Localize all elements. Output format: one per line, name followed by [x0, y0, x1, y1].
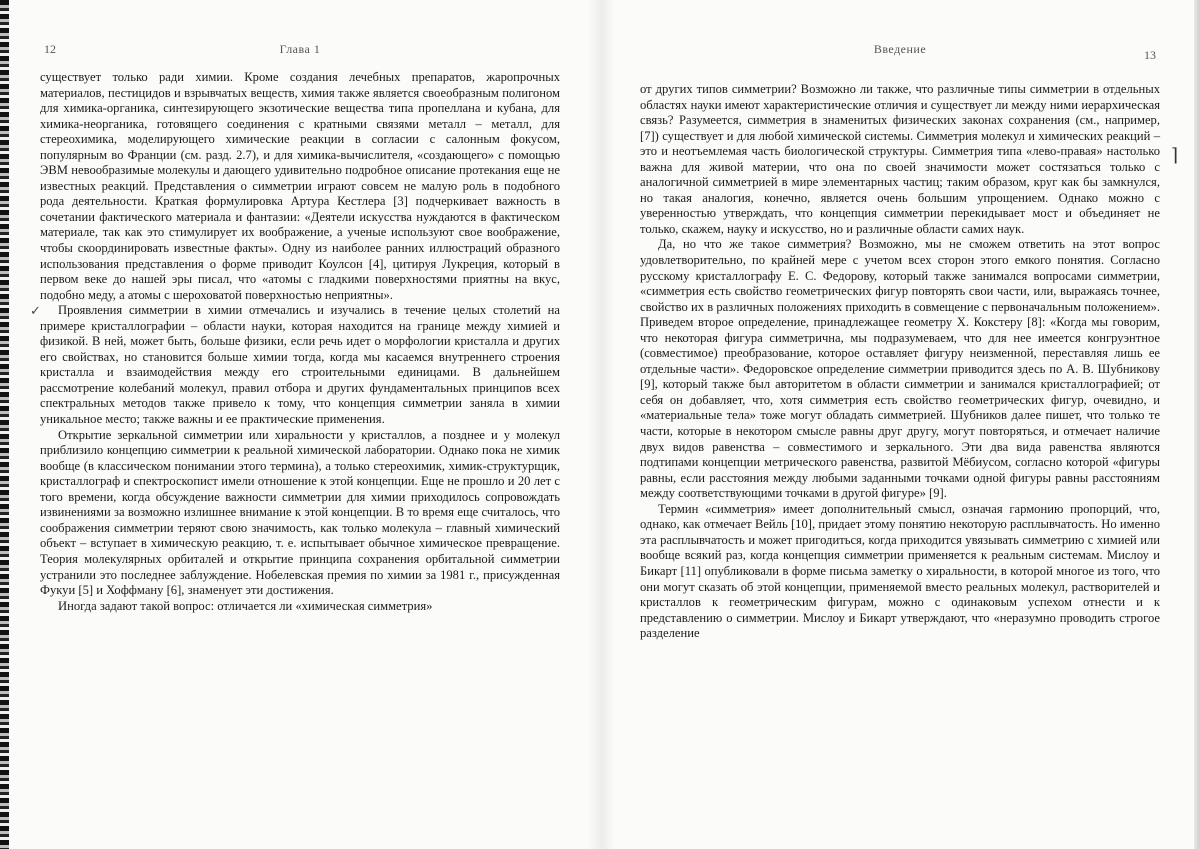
left-running-head: [40, 42, 560, 58]
right-page: [640, 0, 1178, 849]
margin-check-mark: ✓: [30, 303, 41, 319]
scan-edge-right: [1194, 0, 1200, 849]
paragraph: Иногда задают такой вопрос: отличается ли «химическая симметрия»: [58, 598, 433, 613]
paragraph: [30, 303, 560, 427]
left-chapter-title: Глава 1: [279, 42, 321, 56]
margin-bracket: ⌉: [1170, 145, 1178, 165]
left-page-number: 12: [44, 42, 56, 56]
paragraph: Да, но что же такое симметрия? Возможно, мы не сможем ответить на этот вопрос удовлетворительно, по крайней мере с учетом всех сторон этого емкого понятия. Согласно русскому кристаллографу Е. С. Федорову, который также занимался вопросами симметрии, «симметрия есть свойство геометрических фигур повторять свои части, или, выражаясь точнее, свойство их в различных положениях приходить в совмещение с первоначальным положением». Приведем второе определение, принадлежащее геометру Х. Кокстеру [8]: «Когда мы говорим, что некоторая фигура симметрична, мы подразумеваем, что для нее имеется конгруэнтное (совместимое) преобразование, которое оставляет фигуру неизменной, переставляя лишь ее отдельные части». Федоровское определение симметрии приводится здесь по А. В. Шубникову [9], который также был авторитетом в области симметрии и занимался кристаллографией; от себя он добавляет, что, хотя симметрия есть свойство геометрических фигур, очевидно, и «материальные тела» тоже могут обладать симметрией. Шубников далее пишет, что только те части, которые в некотором смысле равны друг другу, могут повторяться, и отмечает наличие двух видов равенства – совместимого и зеркального. Эти два вида равенства являются подтипами концепции метрического равенства, развитой Мёбиусом, согласно которой «фигуры равны, если расстояния между любыми заданными точками одной фигуры равны расстояниям между соответствующими точками в другой фигуре» [9].: [640, 237, 1160, 501]
book-gutter: [588, 0, 614, 849]
paragraph: Открытие зеркальной симметрии или хиральности у кристаллов, а позднее и у молекул приблизило концепцию симметрии к реальной химической лаборатории. Однако пока не химик вообще (в классическом понимании этого термина), а только стереохимик, химик-структурщик, кристаллограф и спектроскопист имели отношение к этой концепции. Еще не прошло и 20 лет с того времени, когда обсуждение важности симметрии для химии приходилось сопровождать извинениями за возможно излишнее внимание к этой концепции. В то время еще считалось, что соображения симметрии теряют свою значимость, как только молекула – главный химический объект – вступает в химическую реакцию, т. е. испытывает обычное химическое превращение. Теория молекулярных орбиталей и открытие принципа сохранения орбитальной симметрии устранили это последнее заблуждение. Нобелевская премия по химии за 1981 г., присужденная Фукуи [5] и Хоффману [6], знаменует эти достижения.: [40, 427, 560, 598]
left-page-body: [30, 70, 560, 614]
paragraph: Термин «симметрия» имеет дополнительный смысл, означая гармонию пропорций, что, однако, как отмечает Вейль [10], придает этому понятию некоторую расплывчатость. Но именно эта расплывчатость и может пригодиться, когда приходится увязывать симметрию с химией или вообще всякий раз, когда концепция симметрии применяется к реальным системам. Мислоу и Бикарт [11] опубликовали в форме письма заметку о хиральности, в которой многое из того, что они могут сказать об этой концепции, применяемой вместо реальных молекул, растворителей и кристаллов к геометрическим фигурам, можно с одинаковым успехом отнести и к представлению о симметрии. Мислоу и Бикарт утверждают, что «неразумно проводить строгое разделение: [640, 501, 1160, 641]
left-page: [30, 0, 560, 849]
paragraph: [640, 82, 1178, 237]
right-page-number: 13: [1144, 48, 1156, 62]
right-section-title: Введение: [873, 42, 927, 56]
scan-edge-left: [0, 0, 9, 849]
paragraph: существует только ради химии. Кроме создания лечебных препаратов, жаропрочных материалов, пестицидов и взрывчатых веществ, химия также является своеобразным полигоном для химика-органика, синтезирующего экзотические вещества типа пропеллана и кубана, для химика-неорганика, готовящего соединения с кратными связями металл – металл, для стереохимика, моделирующего химические реакции в согласии с салонным фокусом, популярным во Франции (см. разд. 2.7), и для химика-вычислителя, «создающего» с помощью ЭВМ невообразимые молекулы и дающего удивительно подробное описание протекания еще не известных реакций. Представления о симметрии играют совсем не малую роль в подобного рода деятельности. Краткая формулировка Артура Кестлера [3] подчеркивает важность в сочетании фактического материала и фантазии: «Деятели искусства нуждаются в фактическом материале, так как это стимулирует их воображение, а ученые используют свое воображение, чтобы скоординировать известные факты». Одну из наиболее ранних иллюстраций образного использования представления о форме приводит Коулсон [4], цитируя Лукреция, который в первом веке до нашей эры писал, что «атомы с гладкими поверхностями приятны на вкус, подобно меду, а атомы с шероховатой поверхностью неприятны».: [40, 70, 560, 302]
paragraph-text: от других типов симметрии? Возможно ли также, что различные типы симметрии в отдельных областях науки имеют характеристические отличия и существует ли между ними иерархическая связь? Разумеется, симметрия в знаменитых физических законах сохранения (см., например, [7]) существует и для любой химической системы. Симметрия молекул и химических реакций – это и неотъемлемая часть биологической структуры. Симметрия типа «лево-правая» настолько важна для живой материи, что она по своей значимости может состязаться только с аналогичной симметрией в мире элементарных частиц; таким образом, круг как бы замкнулся, но такая аналогия, конечно, является очень большим упрощением. Однако можно с уверенностью утверждать, что концепция симметрии перекидывает мост и объединяет не только, скажем, науку и искусство, но и различные области самих наук.: [640, 82, 1160, 236]
right-page-body: [640, 82, 1178, 642]
paragraph-text: Проявления симметрии в химии отмечались и изучались в течение целых столетий на примере кристаллографии – области науки, которая находится на границе между химией и физикой. В ней, может быть, больше физики, если речь идет о морфологии кристалла и других его свойствах, но становится больше химии тогда, когда мы касаемся внутреннего строения кристалла и взаимодействия между его строительными единицами. В дальнейшем рассмотрение колебаний молекул, правил отбора и других фундаментальных принципов всех спектральных методов также привело к тому, что концепция симметрии заняла в химии уникальное место; также важны и ее практические применения.: [40, 303, 560, 427]
right-running-head: [640, 42, 1160, 62]
